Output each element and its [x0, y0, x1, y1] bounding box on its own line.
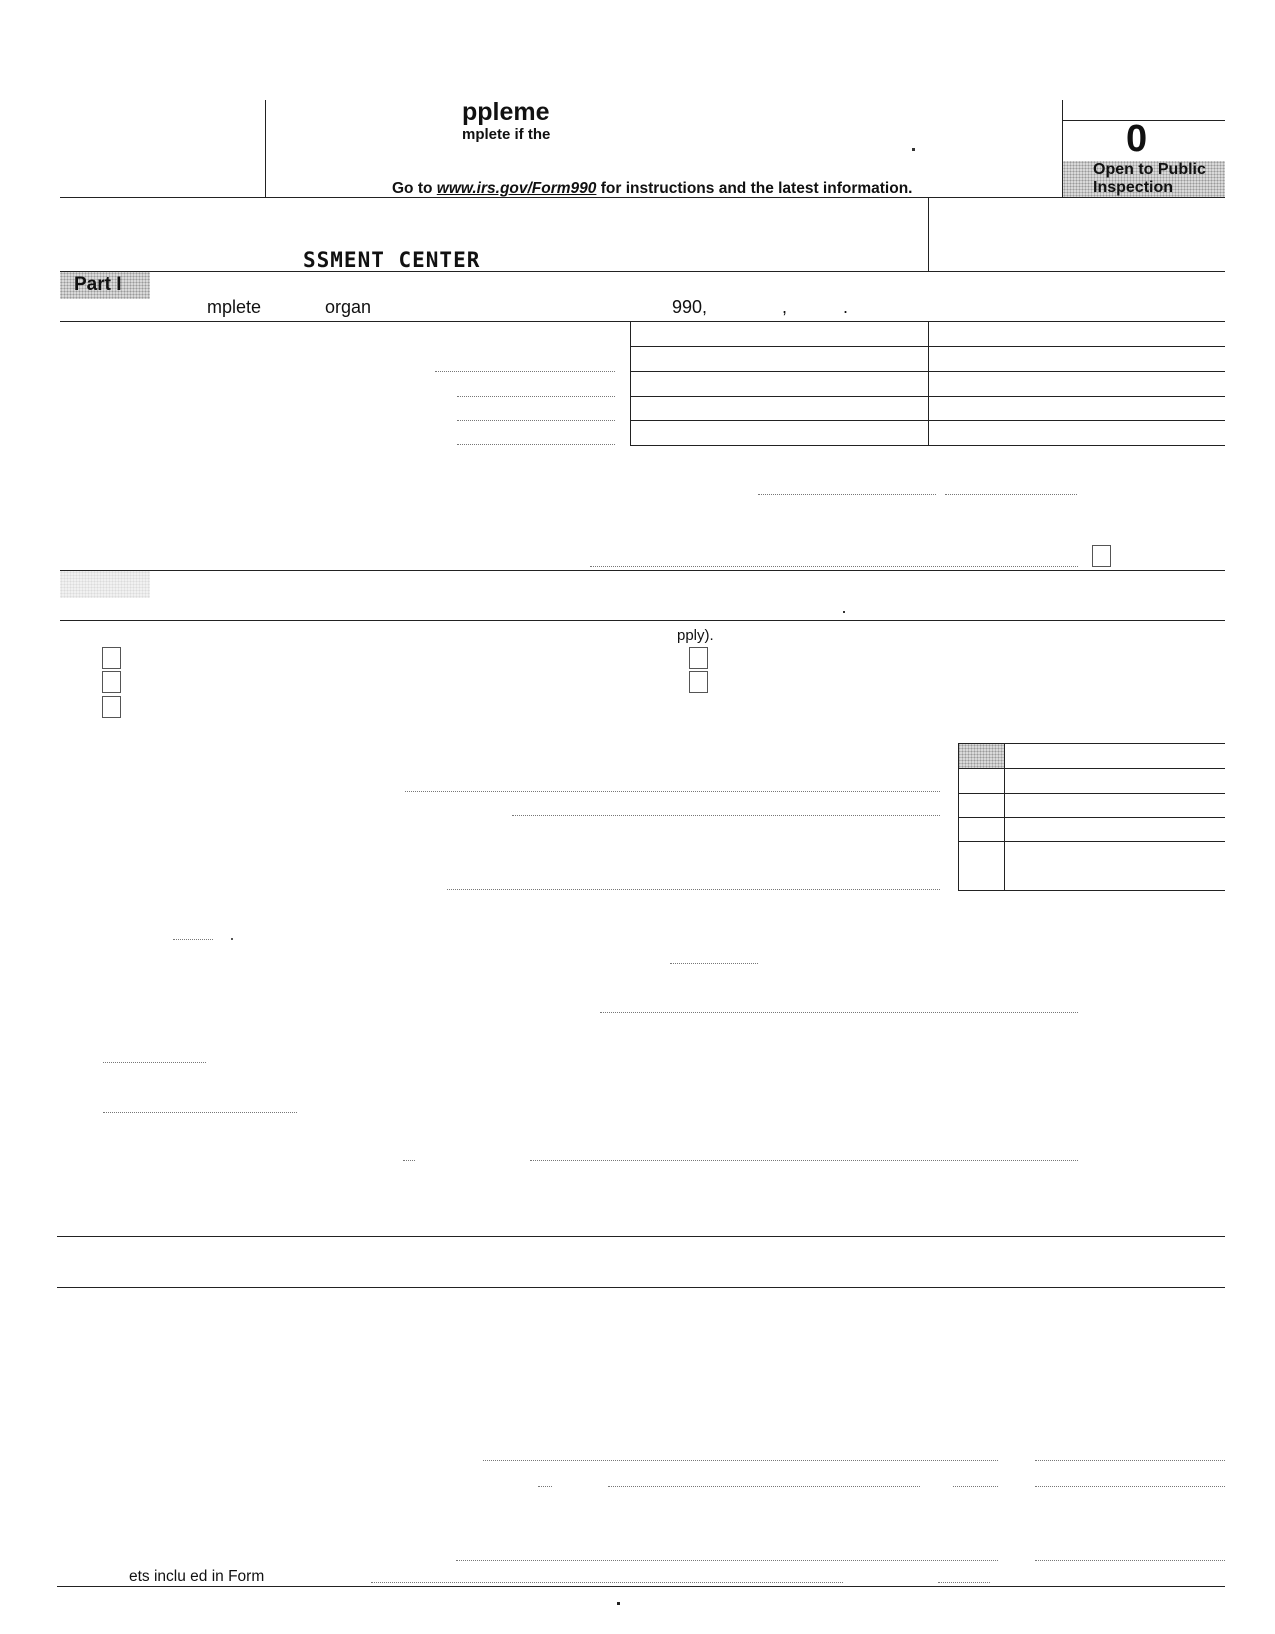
leader-dots-27 [938, 1582, 990, 1583]
part-1-word-2: organ [325, 297, 372, 317]
right-table-rule-2 [958, 793, 1225, 794]
checkbox-left-2[interactable] [102, 671, 121, 693]
part-1-word-1: mplete [207, 297, 262, 317]
page-bottom-rule [57, 1586, 1225, 1587]
form-title: ppleme [462, 98, 550, 126]
irs-form-link[interactable]: www.irs.gov/Form990 [436, 180, 597, 197]
part-1-checkbox[interactable] [1092, 545, 1111, 567]
stray-dot-3 [231, 938, 233, 940]
leader-dots-7 [590, 566, 1078, 567]
part-1-label: Part I [74, 274, 122, 295]
leader-dots-4 [457, 444, 615, 445]
leader-dots-13 [600, 1012, 1078, 1013]
part-1-form-ref: 990, [672, 297, 708, 317]
org-name-divider [928, 198, 929, 271]
stray-dot-2 [843, 611, 845, 613]
leader-dots-2 [457, 396, 615, 397]
table-bottom-rule [630, 445, 1225, 446]
checkbox-right-2[interactable] [689, 671, 708, 693]
part-3-header-rule [57, 1287, 1225, 1288]
instruction-suffix: for instructions and the latest information. [596, 180, 913, 197]
leader-dots-12 [670, 963, 758, 964]
instruction-line [392, 180, 912, 198]
checkbox-left-3[interactable] [102, 696, 121, 718]
leader-dots-6 [945, 494, 1077, 495]
right-table-bottom-rule [958, 890, 1225, 891]
right-table-rule-1 [958, 768, 1225, 769]
leader-dots-11 [173, 939, 213, 940]
leader-dots-20 [538, 1486, 552, 1487]
checkbox-left-1[interactable] [102, 647, 121, 669]
year-digit: 0 [1126, 118, 1148, 160]
org-row-bottom-rule [60, 271, 1225, 272]
leader-dots-15 [103, 1112, 297, 1113]
leader-dots-14 [103, 1062, 206, 1063]
leader-dots-17 [530, 1160, 1078, 1161]
table-row-rule-1 [630, 346, 1225, 347]
table-mid-border [928, 321, 929, 446]
leader-dots-3 [457, 420, 615, 421]
right-table-rule-0 [958, 743, 1225, 744]
leader-dots-24 [456, 1560, 998, 1561]
right-table-rule-4 [958, 841, 1225, 842]
leader-dots-22 [953, 1486, 998, 1487]
leader-dots-9 [512, 815, 940, 816]
leader-dots-5 [758, 494, 936, 495]
leader-dots-8 [405, 791, 940, 792]
part-2-label-box [60, 571, 150, 598]
apply-instruction: pply). [677, 627, 714, 644]
stray-dot-4 [617, 1602, 620, 1605]
leader-dots-26 [371, 1582, 843, 1583]
open-to-public-label: Open to Public [1093, 161, 1206, 178]
part-1-comma: , [782, 297, 788, 317]
leader-dots-25 [1035, 1560, 1225, 1561]
right-table-header-shade [958, 744, 1004, 768]
header-left-divider [265, 100, 266, 198]
inspection-label: Inspection [1093, 179, 1174, 196]
leader-dots-19 [1035, 1460, 1225, 1461]
footer-line-text: ets inclu ed in Form [129, 1568, 265, 1585]
table-row-rule-3 [630, 396, 1225, 397]
leader-dots-1 [435, 371, 615, 372]
leader-dots-21 [608, 1486, 920, 1487]
organization-name: SSMENT CENTER [303, 248, 481, 272]
part-1-table-top-rule [60, 321, 1225, 322]
stray-dot [912, 148, 915, 151]
part-1-bottom-rule [60, 570, 1225, 571]
table-row-rule-4 [630, 420, 1225, 421]
table-left-border [630, 321, 631, 446]
part-3-top-rule [57, 1236, 1225, 1237]
leader-dots-23 [1035, 1486, 1225, 1487]
part-2-header-rule [60, 620, 1225, 621]
leader-dots-16 [403, 1160, 415, 1161]
part-1-period: . [843, 297, 849, 317]
checkbox-right-1[interactable] [689, 647, 708, 669]
form-subtitle: mplete if the [462, 126, 551, 143]
leader-dots-10 [447, 889, 940, 890]
instruction-prefix: Go to [392, 180, 437, 197]
right-table-rule-3 [958, 817, 1225, 818]
leader-dots-18 [483, 1460, 998, 1461]
table-row-rule-2 [630, 371, 1225, 372]
